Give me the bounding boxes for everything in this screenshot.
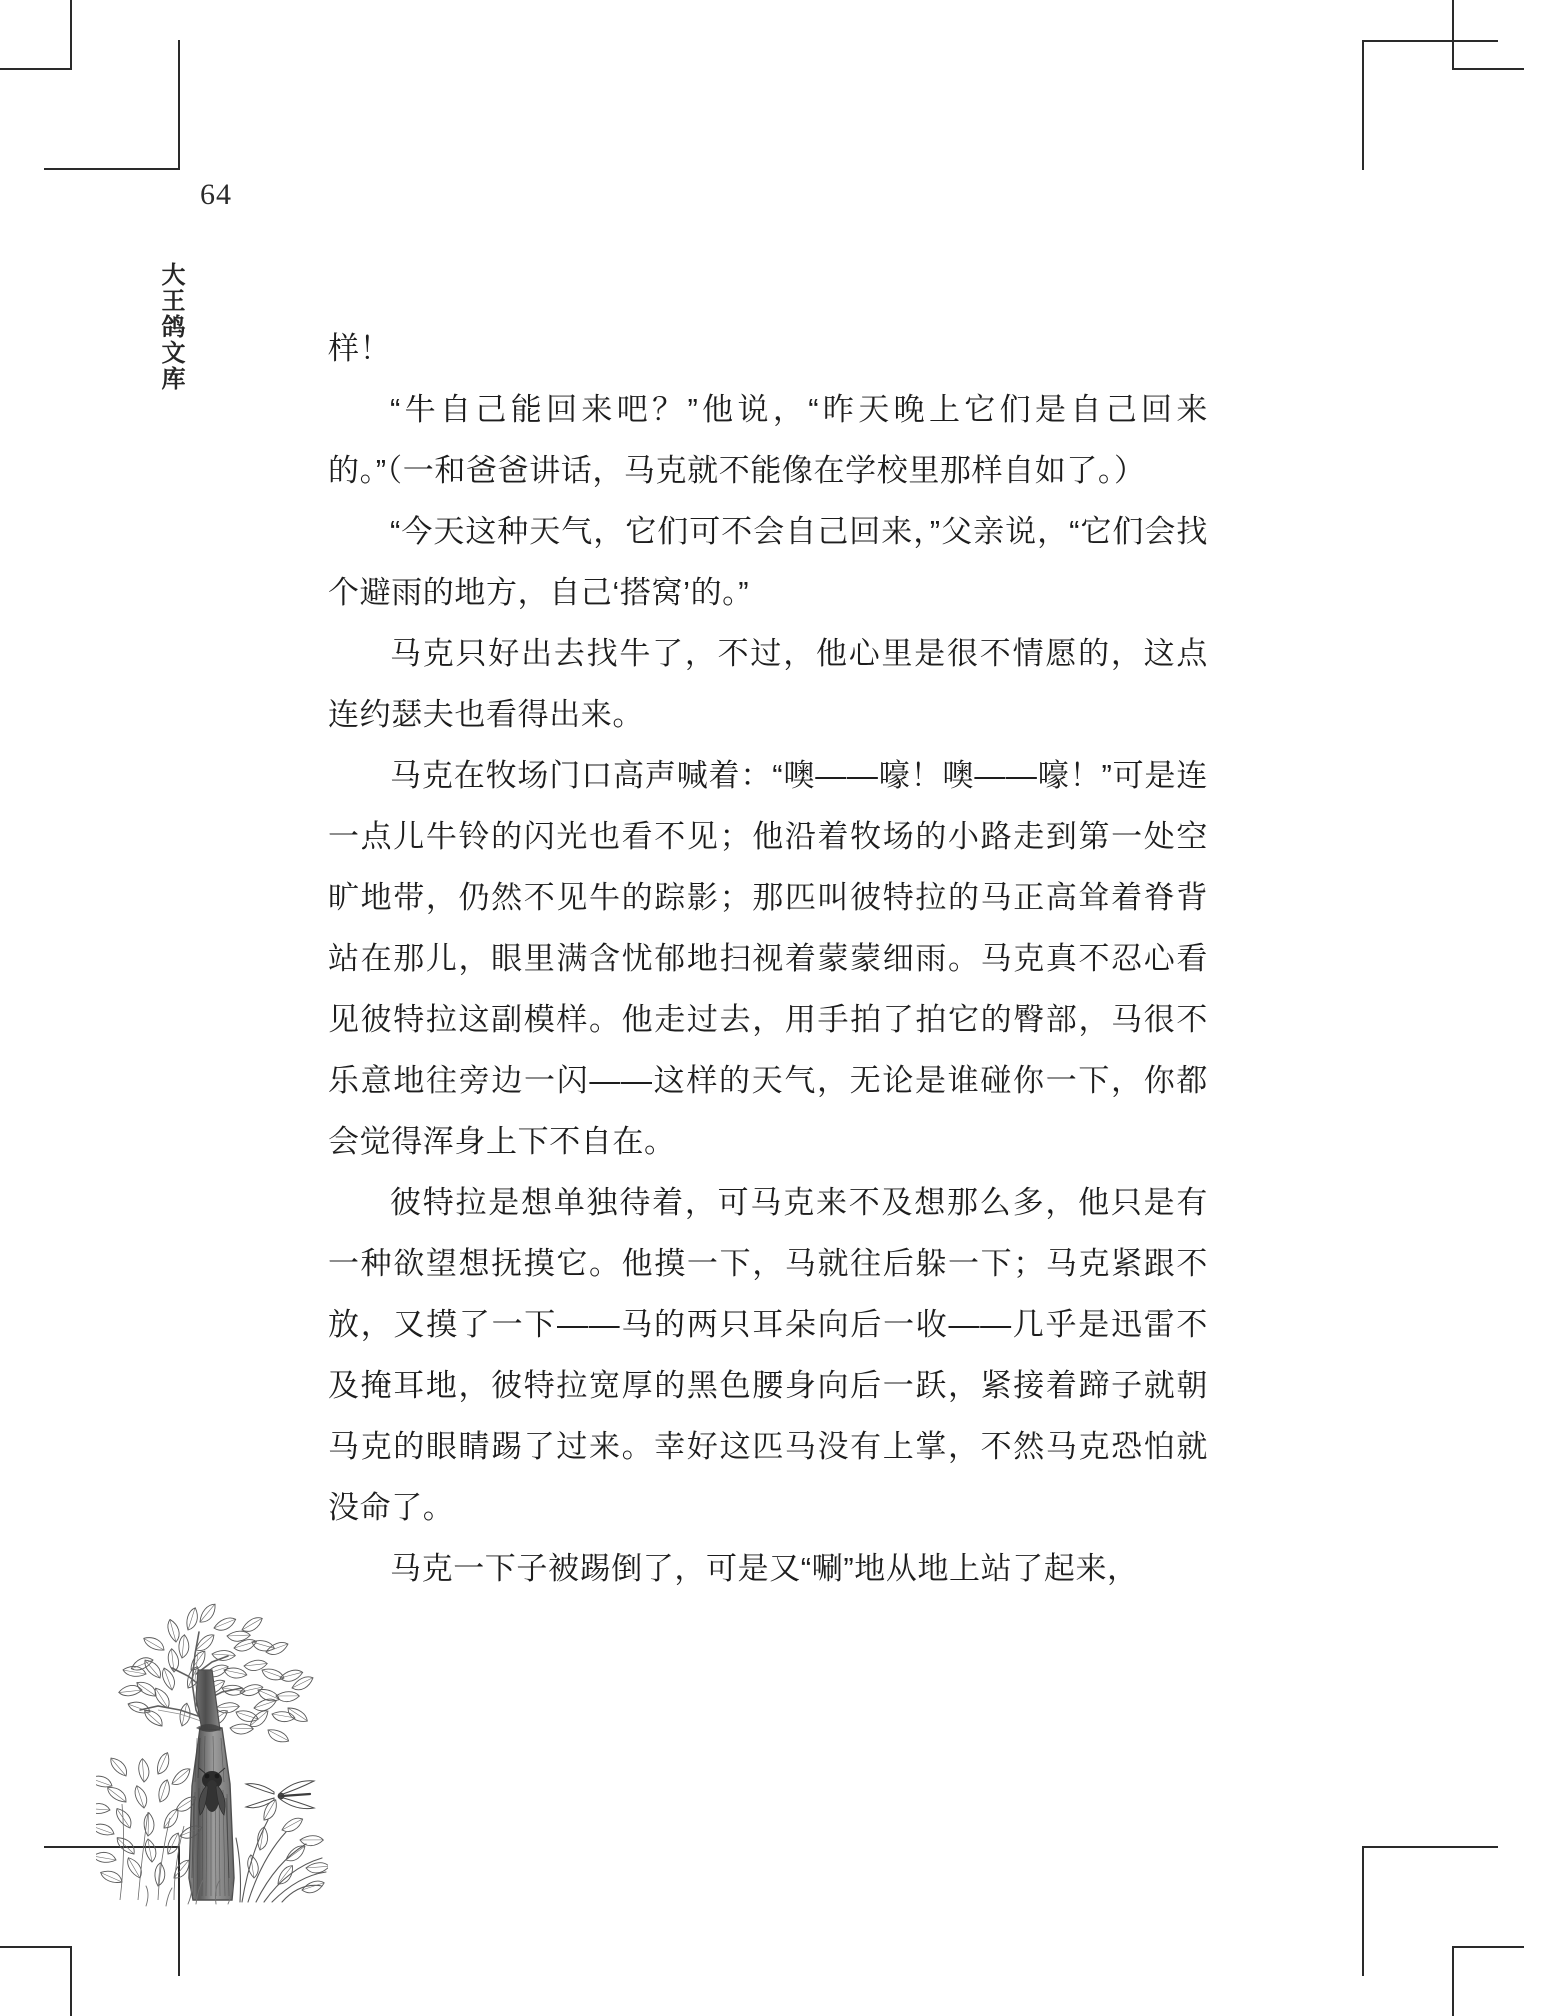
undergrowth-left: [96, 1751, 203, 1887]
body-text-column: [328, 318, 1208, 1599]
crop-mark-line: [0, 68, 72, 70]
undergrowth-right-grass: [236, 1820, 326, 1902]
crop-mark-line: [1362, 40, 1498, 42]
crop-mark-line: [1362, 1846, 1364, 1976]
crop-mark-line: [1362, 1846, 1498, 1848]
undergrowth-right-leaves: [247, 1798, 328, 1894]
paragraph: 马克在牧场门口高声喊着：“噢——嚎！噢——嚎！”可是连一点儿牛铃的闪光也看不见；他沿着牧场的小路走到第一处空旷地带，仍然不见牛的踪影；那匹叫彼特拉的马正高耸着脊背站在那儿，眼里满含忧郁地扫视着蒙蒙细雨。马克真不忍心看见彼特拉这副模样。他走过去，用手拍了拍它的臀部，马很不乐意地往旁边一闪——这样的天气，无论是谁碰你一下，你都会觉得浑身上下不自在。: [328, 758, 1208, 1159]
crop-mark-line: [70, 0, 72, 70]
dragonfly-icon: [246, 1781, 314, 1809]
series-title-vertical: 大王鸽文库: [157, 262, 184, 392]
tree-with-cicada-and-dragonfly-illustration: [96, 1578, 328, 1908]
crop-mark-line: [178, 40, 180, 170]
page-number: 64: [200, 178, 232, 211]
crop-mark-line: [44, 168, 180, 170]
crop-mark-line: [1452, 0, 1454, 70]
paragraph: 彼特拉是想单独待着，可马克来不及想那么多，他只是有一种欲望想抚摸它。他摸一下，马就往后躲一下；马克紧跟不放，又摸了一下——马的两只耳朵向后一收——几乎是迅雷不及掩耳地，彼特拉宽厚的黑色腰身向后一跃，紧接着蹄子就朝马克的眼睛踢了过来。幸好这匹马没有上掌，不然马克恐怕就没命了。: [328, 1185, 1208, 1525]
crop-mark-line: [0, 1946, 72, 1948]
paragraph: “牛自己能回来吧？”他说，“昨天晚上它们是自己回来的。”（一和爸爸讲话，马克就不能像在学校里那样自如了。）: [328, 392, 1208, 488]
crop-mark-line: [1452, 1946, 1454, 2016]
tree-trunk-upper: [196, 1670, 220, 1730]
paragraph: 样！: [328, 331, 392, 366]
crop-mark-line: [1362, 40, 1364, 170]
tree-illustration-svg: [96, 1578, 328, 1908]
paragraph: “今天这种天气，它们可不会自己回来，”父亲说，“它们会找个避雨的地方，自己‘搭窝’的。”: [328, 514, 1208, 610]
paragraph: 马克只好出去找牛了，不过，他心里是很不情愿的，这点连约瑟夫也看得出来。: [328, 636, 1208, 732]
paragraph: 马克一下子被踢倒了，可是又“唰”地从地上站了起来，: [390, 1551, 1139, 1586]
crop-mark-line: [70, 1946, 72, 2016]
crop-mark-line: [1452, 68, 1524, 70]
crop-mark-line: [1452, 1946, 1524, 1948]
